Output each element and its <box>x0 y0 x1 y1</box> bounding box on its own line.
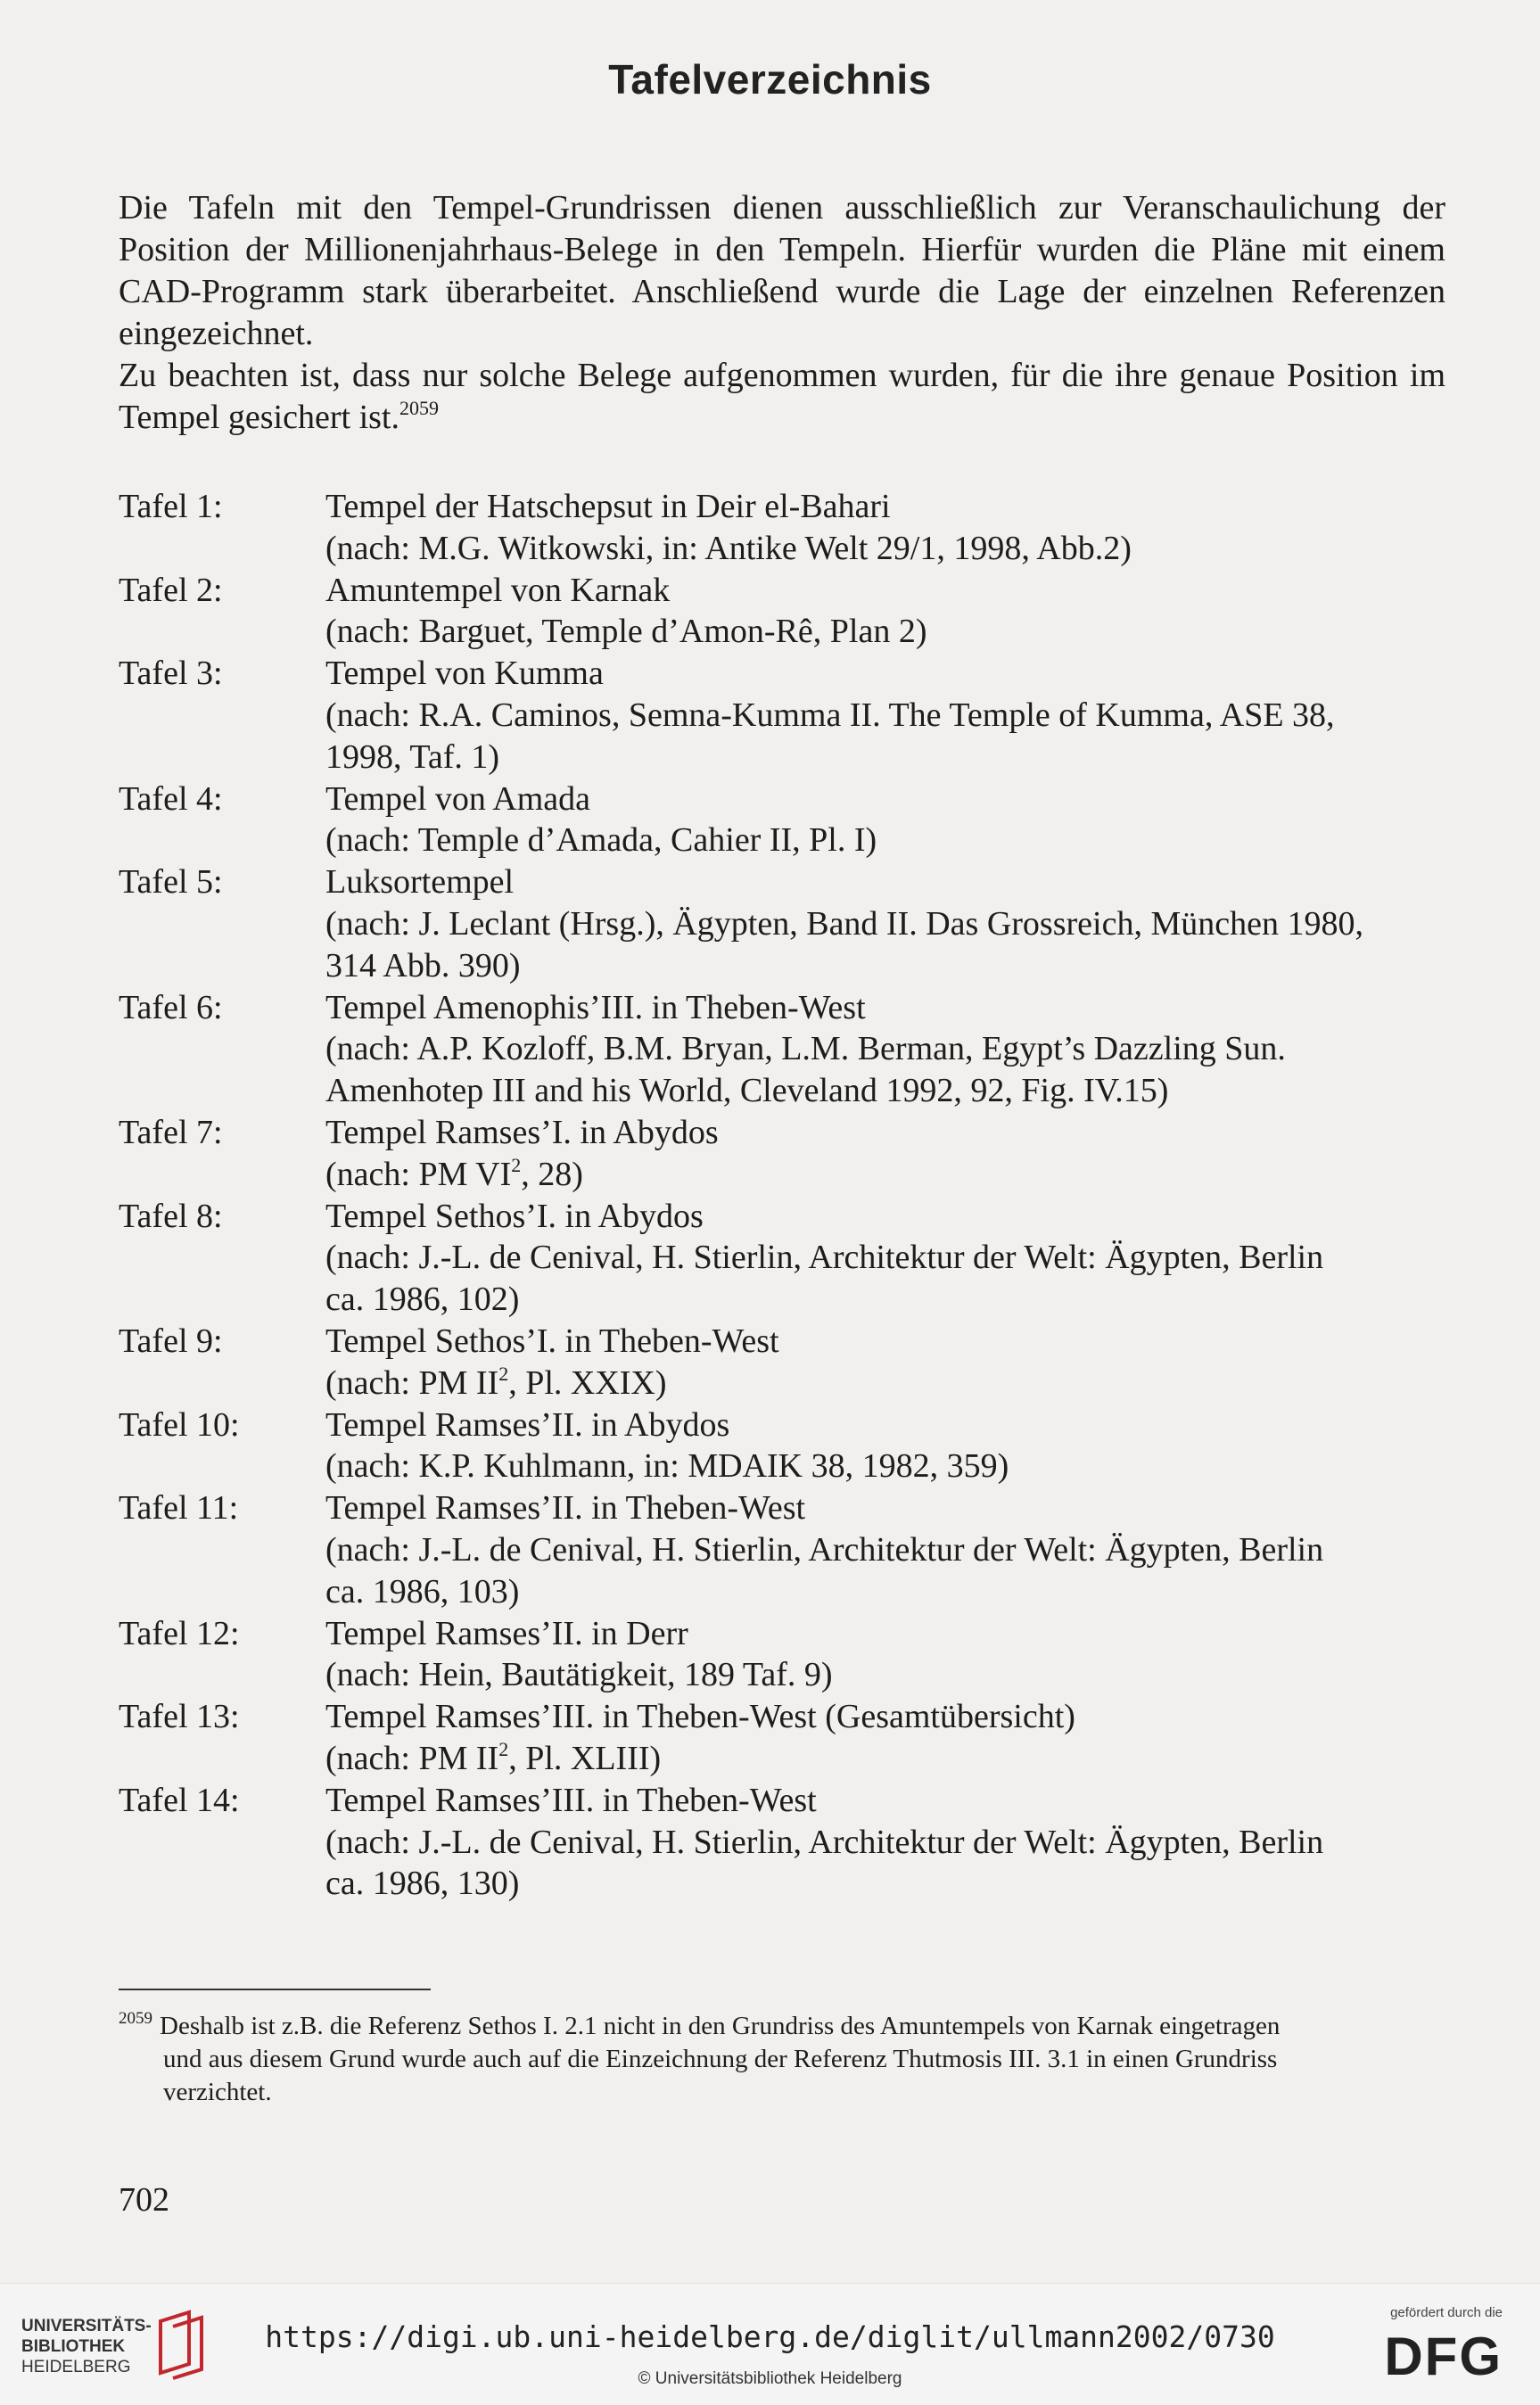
page-number: 702 <box>119 2181 169 2219</box>
plate-source: (nach: J.-L. de Cenival, H. Stierlin, Architektur der Welt: Ägypten, Berlin <box>325 1530 1324 1569</box>
plate-entry <box>119 570 1445 654</box>
plate-label: Tafel 9: <box>119 1322 223 1360</box>
library-name-line-1: UNIVERSITÄTS- <box>21 2317 152 2335</box>
plate-source: ca. 1986, 103) <box>325 1572 520 1610</box>
plate-source <box>325 1738 1445 1780</box>
plate-description <box>325 1112 1445 1196</box>
plate-entry <box>119 778 1445 862</box>
plate-source-text: (nach: PM VI <box>325 1155 512 1193</box>
plate-label: Tafel 2: <box>119 571 223 609</box>
plate-description <box>325 861 1445 986</box>
plate-description <box>325 486 1445 570</box>
plate-label: Tafel 5: <box>119 863 223 902</box>
plate-entry <box>119 987 1445 1112</box>
plate-entry <box>119 1112 1445 1196</box>
plate-label: Tafel 13: <box>119 1698 240 1736</box>
plate-label: Tafel 14: <box>119 1781 240 1819</box>
plate-label: Tafel 8: <box>119 1197 223 1235</box>
plate-source-text: , 28) <box>521 1155 583 1193</box>
dfg-logo-text: DFG <box>1384 2327 1503 2386</box>
plate-title: Tempel Ramses’II. in Theben-West <box>325 1489 806 1528</box>
plate-title: Tempel der Hatschepsut in Deir el-Bahari <box>325 488 891 525</box>
plate-source: (nach: Barguet, Temple d’Amon-Rê, Plan 2) <box>325 613 927 651</box>
plate-source: Amenhotep III and his World, Cleveland 1992, 92, Fig. IV.15) <box>325 1072 1169 1110</box>
footnote-line-2: und aus diesem Grund wurde auch auf die Einzeichnung der Referenz Thutmosis III. 3.1 in einen Grundriss <box>163 2045 1278 2073</box>
dfg-logo[interactable] <box>1384 2327 1503 2386</box>
plate-label: Tafel 1: <box>119 488 223 525</box>
plate-source-text: , Pl. XLIII) <box>508 1739 662 1777</box>
plate-source: (nach: R.A. Caminos, Semna-Kumma II. The Temple of Kumma, ASE 38, <box>325 696 1335 734</box>
plate-description <box>325 1487 1445 1612</box>
plate-title: Luksortempel <box>325 863 515 902</box>
plate-description <box>325 987 1445 1112</box>
plate-source: (nach: Hein, Bautätigkeit, 189 Taf. 9) <box>325 1656 833 1694</box>
plate-entry <box>119 861 1445 986</box>
plate-source: ca. 1986, 102) <box>325 1281 520 1319</box>
plate-source: (nach: K.P. Kuhlmann, in: MDAIK 38, 1982, 359) <box>325 1447 1009 1486</box>
plate-entry <box>119 1487 1445 1612</box>
page-title: Tafelverzeichnis <box>608 56 932 103</box>
plate-entry <box>119 1196 1445 1321</box>
plate-title: Tempel von Amada <box>325 779 591 818</box>
plate-label: Tafel 12: <box>119 1614 240 1652</box>
plate-source: ca. 1986, 130) <box>325 1865 520 1903</box>
footnote-line-1: Deshalb ist z.B. die Referenz Sethos I. 2.1 nicht in den Grundriss des Amuntempels von Karnak eingetragen <box>160 2012 1281 2040</box>
plate-description <box>325 1404 1445 1488</box>
plate-source: (nach: M.G. Witkowski, in: Antike Welt 29/1, 1998, Abb.2) <box>325 529 1132 567</box>
plate-source: (nach: J.-L. de Cenival, H. Stierlin, Architektur der Welt: Ägypten, Berlin <box>325 1823 1324 1861</box>
plate-source: (nach: J.-L. de Cenival, H. Stierlin, Architektur der Welt: Ägypten, Berlin <box>325 1239 1324 1277</box>
plate-source: 314 Abb. 390) <box>325 946 521 984</box>
footnote-line-3: verzichtet. <box>163 2078 272 2106</box>
plate-source: (nach: Temple d’Amada, Cahier II, Pl. I) <box>325 821 877 860</box>
plate-title: Tempel Ramses’I. in Abydos <box>325 1113 719 1151</box>
intro-paragraph-1: Die Tafeln mit den Tempel-Grundrissen dienen ausschließlich zur Veranschaulichung der Position der Millionenjahrhaus-Belege in den Tempeln. Hierfür wurden die Pläne mit einem CAD-Programm stark überarbeitet. Anschließend wurde die Lage der einzelnen Referenzen eingezeichnet. <box>119 189 1445 352</box>
plate-source-text: (nach: PM II <box>325 1363 499 1402</box>
plate-title: Tempel Amenophis’III. in Theben-West <box>325 988 866 1026</box>
plate-entry <box>119 1321 1445 1404</box>
plate-label: Tafel 10: <box>119 1405 240 1444</box>
plate-source-text: , Pl. XXIX) <box>508 1363 667 1402</box>
plate-list <box>119 486 1445 1905</box>
plate-description <box>325 1696 1445 1780</box>
plate-entry <box>119 1780 1445 1905</box>
footnote-divider <box>119 1989 431 1990</box>
plate-label: Tafel 3: <box>119 655 223 693</box>
funding-note: gefördert durch die <box>1390 2305 1503 2320</box>
plate-description <box>325 1196 1445 1321</box>
footnote-reference[interactable]: 2059 <box>399 397 439 419</box>
plate-title: Tempel Sethos’I. in Theben-West <box>325 1322 779 1360</box>
plate-entry <box>119 1696 1445 1780</box>
plate-source: 1998, Taf. 1) <box>325 737 500 776</box>
copyright-notice: © Universitätsbibliothek Heidelberg <box>638 2369 902 2388</box>
library-name-line-3: HEIDELBERG <box>21 2358 131 2376</box>
plate-entry <box>119 1404 1445 1488</box>
plate-description <box>325 1613 1445 1697</box>
plate-entry <box>119 1613 1445 1697</box>
footnote-number: 2059 <box>119 2009 152 2028</box>
intro-text <box>119 187 1445 439</box>
plate-title: Tempel Ramses’II. in Abydos <box>325 1405 730 1444</box>
footnote <box>119 2010 1447 2109</box>
plate-source-text: (nach: PM II <box>325 1739 499 1777</box>
edition-superscript: 2 <box>498 1362 509 1385</box>
plate-description <box>325 1321 1445 1404</box>
plate-label: Tafel 7: <box>119 1113 223 1151</box>
plate-title: Tempel Ramses’III. in Theben-West (Gesamtübersicht) <box>325 1698 1075 1736</box>
intro-paragraph-2 <box>119 355 1445 439</box>
plate-label: Tafel 4: <box>119 779 223 818</box>
plate-title: Tempel Ramses’II. in Derr <box>325 1614 688 1652</box>
edition-superscript: 2 <box>511 1153 522 1176</box>
plate-label: Tafel 6: <box>119 988 223 1026</box>
plate-title: Amuntempel von Karnak <box>325 571 671 609</box>
plate-source: (nach: A.P. Kozloff, B.M. Bryan, L.M. Berman, Egypt’s Dazzling Sun. <box>325 1030 1286 1068</box>
plate-source <box>325 1154 1445 1196</box>
plate-entry <box>119 486 1445 570</box>
plate-title: Tempel Sethos’I. in Abydos <box>325 1197 704 1235</box>
plate-source <box>325 1363 1445 1404</box>
plate-source: (nach: J. Leclant (Hrsg.), Ägypten, Band II. Das Grossreich, München 1980, <box>325 904 1363 943</box>
plate-description <box>325 653 1445 778</box>
plate-description <box>325 570 1445 654</box>
footer-bar <box>0 2283 1540 2405</box>
library-name-line-2: BIBLIOTHEK <box>21 2337 126 2356</box>
plate-description <box>325 1780 1445 1905</box>
plate-description <box>325 778 1445 862</box>
document-url[interactable]: https://digi.ub.uni-heidelberg.de/diglit/ullmann2002/0730 <box>265 2319 1275 2354</box>
plate-label: Tafel 11: <box>119 1489 239 1528</box>
plate-entry <box>119 653 1445 778</box>
edition-superscript: 2 <box>498 1737 509 1760</box>
plate-title: Tempel von Kumma <box>325 655 604 693</box>
plate-title: Tempel Ramses’III. in Theben-West <box>325 1781 817 1819</box>
intro-paragraph-2-text: Zu beachten ist, dass nur solche Belege aufgenommen wurden, für die ihre genaue Position im Tempel gesichert ist. <box>119 357 1445 436</box>
